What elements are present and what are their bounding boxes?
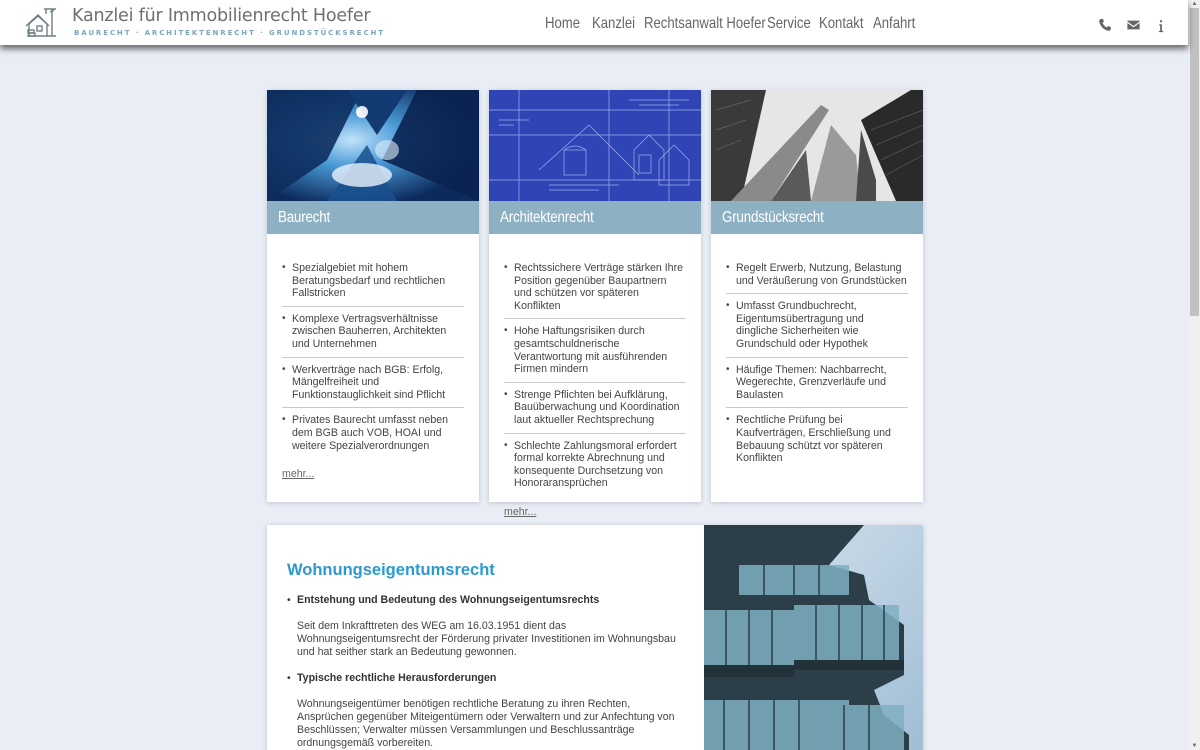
card-title[interactable]: Grundstücksrecht xyxy=(711,201,923,234)
feature-item-text: Wohnungseigentümer benötigen rechtliche Beratung zu ihren Rechten, Ansprüchen gegenüber Miteigentümern oder Verwaltern und zur Anfechtung von Beschlüssen; Verwalter müssen Versammlungen und Beschlussanträge ordnungsgemäß vorbereiten. xyxy=(297,698,675,749)
list-item: • Strenge Pflichten bei Aufklärung, Bauüberwachung und Koordination laut aktueller Rechtsprechung xyxy=(504,389,686,434)
skyscrapers-grayscale-image[interactable] xyxy=(711,90,923,201)
feature-item xyxy=(287,594,687,658)
list-item: • Rechtliche Prüfung bei Kaufverträgen, Erschließung und Bebauung schützt vor späteren Konflikten xyxy=(726,414,908,470)
list-item: • Komplexe Vertragsverhältnisse zwischen Bauherren, Architekten und Unternehmen xyxy=(282,313,464,358)
card-list xyxy=(711,234,923,471)
nav-kontakt[interactable]: Kontakt xyxy=(819,15,864,32)
list-item: • Regelt Erwerb, Nutzung, Belastung und Veräußerung von Grundstücken xyxy=(726,262,908,294)
main-nav xyxy=(545,15,916,33)
nav-home[interactable]: Home xyxy=(545,15,581,32)
scroll-up-arrow-icon[interactable]: ▲ xyxy=(1191,1,1198,7)
scrollbar-thumb[interactable] xyxy=(1190,8,1199,316)
brand-subtitle: BAURECHT · ARCHITEKTENRECHT · GRUNDSTÜCKSRECHT xyxy=(74,29,385,37)
feature-item-title: • Typische rechtliche Herausforderungen xyxy=(297,672,497,685)
list-item: • Umfasst Grundbuchrecht, Eigentumsübertragung und dingliche Sicherheiten wie Grundschuld oder Hypothek xyxy=(726,300,908,357)
glass-apartment-building-image xyxy=(704,525,923,750)
house-crane-icon[interactable] xyxy=(24,6,58,38)
list-item: • Werkverträge nach BGB: Erfolg, Mängelfreiheit und Funktionstauglichkeit sind Pflicht xyxy=(282,364,464,409)
scroll-down-arrow-icon[interactable]: ▼ xyxy=(1191,743,1198,749)
card-title[interactable]: Baurecht xyxy=(267,201,479,234)
more-link[interactable]: mehr... xyxy=(282,468,315,481)
more-link[interactable]: mehr... xyxy=(504,505,537,518)
nav-kanzlei[interactable]: Kanzlei xyxy=(592,15,636,32)
feature-text xyxy=(287,561,687,750)
card-list xyxy=(267,234,479,458)
vertical-scrollbar[interactable] xyxy=(1189,0,1200,750)
card-architektenrecht xyxy=(489,90,701,518)
card-baurecht xyxy=(267,90,479,502)
nav-anfahrt[interactable]: Anfahrt xyxy=(873,15,916,32)
info-icon[interactable] xyxy=(1154,18,1170,34)
site-header xyxy=(0,0,1188,45)
list-item: • Hohe Haftungsrisiken durch gesamtschuldnerische Verantwortung mit ausführenden Firmen mindern xyxy=(504,325,686,382)
nav-rechtsanwalt-hoefer[interactable]: Rechtsanwalt Hoefer xyxy=(644,15,766,32)
card-list xyxy=(489,234,701,496)
feature-wohnungseigentumsrecht xyxy=(267,525,923,750)
nav-service[interactable]: Service xyxy=(767,15,811,32)
feature-item xyxy=(287,672,687,749)
header-icons xyxy=(1098,18,1170,34)
card-title[interactable]: Architektenrecht xyxy=(489,201,701,234)
list-item: • Schlechte Zahlungsmoral erfordert formal korrekte Abrechnung und konsequente Durchsetzung von Honoraransprüchen xyxy=(504,440,686,496)
list-item: • Privates Baurecht umfasst neben dem BGB auch VOB, HOAI und weitere Spezialverordnungen xyxy=(282,414,464,458)
mail-icon[interactable] xyxy=(1126,18,1142,34)
list-item: • Rechtssichere Verträge stärken Ihre Position gegenüber Baupartnern und schützen vor späteren Konflikten xyxy=(504,262,686,319)
skyscrapers-blue-sky-image[interactable] xyxy=(267,90,479,201)
phone-icon[interactable] xyxy=(1098,18,1114,34)
brand-title[interactable]: Kanzlei für Immobilienrecht Hoefer xyxy=(72,6,371,26)
feature-item-text: Seit dem Inkrafttreten des WEG am 16.03.1951 dient das Wohnungseigentumsrecht der Förderung privater Investitionen im Wohnungsbau und hat seither stark an Bedeutung gewonnen. xyxy=(297,620,676,658)
card-grundstuecksrecht xyxy=(711,90,923,502)
list-item: • Häufige Themen: Nachbarrecht, Wegerechte, Grenzverläufe und Baulasten xyxy=(726,364,908,409)
feature-heading: Wohnungseigentumsrecht xyxy=(287,561,495,579)
blueprint-house-image[interactable] xyxy=(489,90,701,201)
feature-item-title: • Entstehung und Bedeutung des Wohnungseigentumsrechts xyxy=(297,594,600,606)
list-item: • Spezialgebiet mit hohem Beratungsbedarf und rechtlichen Fallstricken xyxy=(282,262,464,307)
